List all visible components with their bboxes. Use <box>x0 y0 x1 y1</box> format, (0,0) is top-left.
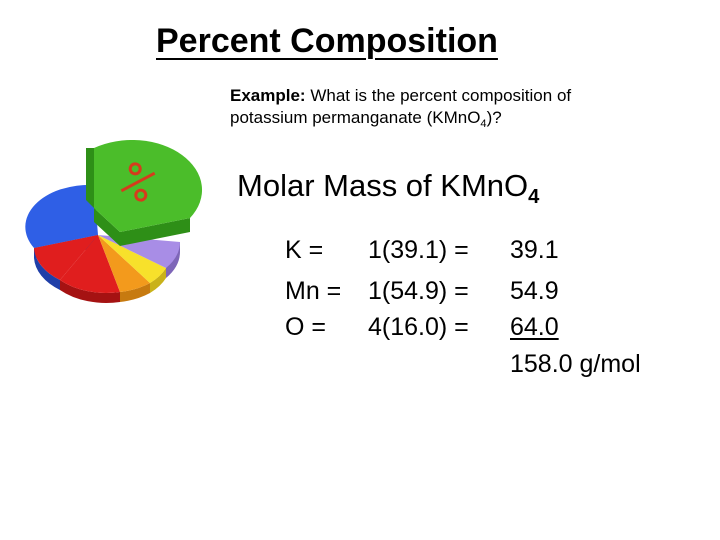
row-expr-k: 1(39.1) = <box>368 236 469 264</box>
example-oxygen: O <box>467 108 481 127</box>
row-value-mn: 54.9 <box>510 277 559 305</box>
row-label-mn: Mn = <box>285 277 342 305</box>
row-label-o: O = <box>285 313 326 341</box>
total-molar-mass: 158.0 g/mol <box>510 350 641 378</box>
example-question-end: )? <box>486 108 502 127</box>
pie-chart-illustration <box>20 140 210 310</box>
example-question-line1: What is the percent composition of <box>310 86 572 105</box>
row-value-o: 64.0 <box>510 313 559 341</box>
row-value-k: 39.1 <box>510 236 559 264</box>
example-question <box>230 85 571 129</box>
molar-mass-heading <box>237 168 540 209</box>
row-label-k: K = <box>285 236 324 264</box>
row-expr-o: 4(16.0) = <box>368 313 469 341</box>
pie-slice-green-back <box>86 148 94 208</box>
slide-title: Percent Composition <box>156 22 498 60</box>
row-expr-mn: 1(54.9) = <box>368 277 469 305</box>
example-question-line2: potassium permanganate (KMn <box>230 108 468 127</box>
example-label: Example: <box>230 86 306 105</box>
molar-mass-heading-subscript: 4 <box>528 186 540 209</box>
example-subscript: 4 <box>480 117 487 130</box>
molar-mass-heading-text: Molar Mass of KMnO <box>237 168 529 203</box>
pie-slice-green-top <box>94 140 202 232</box>
